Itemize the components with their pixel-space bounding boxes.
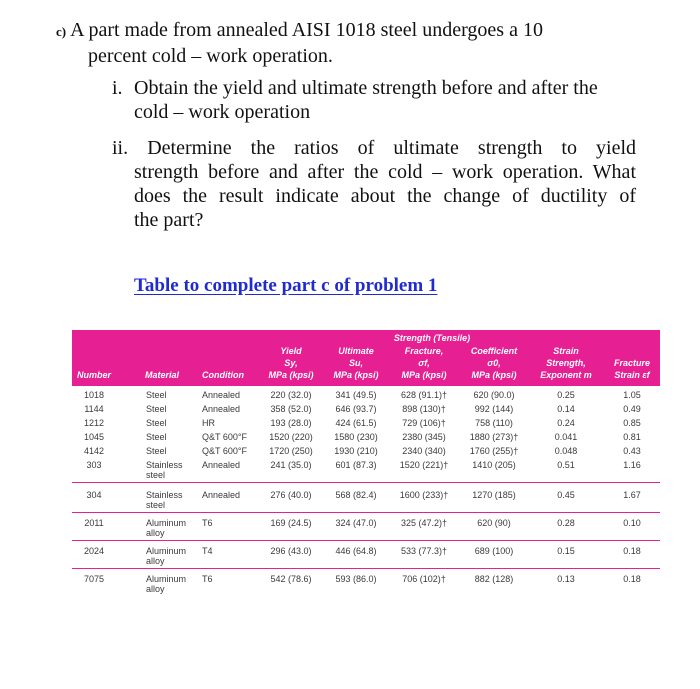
cell-fracture: 729 (106)† [402, 418, 446, 428]
cell-fracture-strain: 0.49 [623, 404, 641, 414]
header-group-strength: Strength (Tensile) [393, 333, 471, 343]
cell-yield: 241 (35.0) [270, 460, 312, 470]
cell-yield: 1520 (220) [269, 432, 313, 442]
part-i-line-1: Obtain the yield and ultimate strength before and after the [134, 77, 598, 99]
cell-coefficient: 620 (90) [477, 518, 511, 528]
cell-coefficient: 1410 (205) [472, 460, 516, 470]
cell-material: Stainless steel [146, 490, 183, 510]
cell-fracture-strain: 0.81 [623, 432, 641, 442]
cell-coefficient: 992 (144) [474, 404, 514, 414]
cell-yield: 169 (24.5) [270, 518, 312, 528]
part-ii-number: ii. [112, 137, 129, 159]
cell-material: Steel [146, 390, 167, 400]
cell-material: Steel [146, 418, 167, 428]
cell-number: 7075 [83, 574, 105, 584]
question-line-1: A part made from annealed AISI 1018 steel undergoes a 10 [70, 19, 543, 41]
cell-fracture: 533 (77.3)† [400, 546, 448, 556]
cell-condition: T4 [202, 546, 213, 556]
header-yield-2: Sy, [284, 358, 298, 368]
cell-condition: Q&T 600°F [202, 432, 247, 442]
cell-fracture: 1520 (221)† [399, 460, 449, 470]
cell-number: 1212 [83, 418, 105, 428]
row-divider [72, 512, 660, 513]
question-marker: c) [56, 24, 67, 39]
cell-yield: 358 (52.0) [270, 404, 312, 414]
cell-exponent: 0.51 [557, 460, 575, 470]
cell-fracture-strain: 0.85 [623, 418, 641, 428]
cell-condition: Q&T 600°F [202, 446, 247, 456]
header-strain-3: Exponent m [540, 370, 592, 380]
header-fracture-1: Fracture, [404, 346, 444, 356]
cell-coefficient: 758 (110) [475, 418, 513, 428]
cell-ultimate: 424 (61.5) [335, 418, 377, 428]
part-ii-line-1 [112, 136, 636, 160]
cell-exponent: 0.15 [557, 546, 575, 556]
cell-material: Aluminum alloy [146, 546, 187, 566]
cell-condition: Annealed [202, 490, 241, 500]
table-header [72, 330, 660, 386]
cell-number: 2011 [84, 518, 104, 528]
header-strain-1: Strain [553, 346, 579, 356]
part-ii-line-3: does the result indicate about the change of ductility of [134, 185, 636, 207]
cell-exponent: 0.14 [557, 404, 575, 414]
cell-exponent: 0.048 [554, 446, 578, 456]
cell-condition: T6 [202, 518, 213, 528]
header-fracture-2: σf, [418, 358, 430, 368]
material-properties-table [72, 330, 660, 596]
header-condition: Condition [202, 370, 244, 380]
cell-exponent: 0.041 [554, 432, 578, 442]
part-ii-line-4: the part? [134, 209, 204, 231]
cell-fracture-strain: 1.16 [623, 460, 641, 470]
cell-ultimate: 446 (64.8) [335, 546, 377, 556]
cell-condition: Annealed [202, 404, 241, 414]
cell-condition: HR [202, 418, 215, 428]
cell-exponent: 0.28 [557, 518, 575, 528]
cell-ultimate: 1580 (230) [334, 432, 378, 442]
header-yield-1: Yield [280, 346, 302, 356]
cell-fracture: 898 (130)† [402, 404, 446, 414]
cell-yield: 296 (43.0) [270, 546, 312, 556]
cell-coefficient: 1880 (273)† [469, 432, 519, 442]
cell-fracture-strain: 0.10 [623, 518, 641, 528]
cell-ultimate: 593 (86.0) [335, 574, 377, 584]
cell-material: Steel [146, 404, 167, 414]
cell-fracture: 2340 (340) [402, 446, 446, 456]
row-divider [72, 568, 660, 569]
header-fracture-strain-1: Fracture [613, 358, 650, 368]
cell-exponent: 0.24 [557, 418, 575, 428]
header-coefficient-2: σ0, [487, 358, 501, 368]
cell-fracture: 1600 (233)† [399, 490, 449, 500]
cell-exponent: 0.13 [557, 574, 575, 584]
header-strain-2: Strength, [546, 358, 586, 368]
cell-number: 303 [86, 460, 102, 470]
cell-coefficient: 1760 (255)† [469, 446, 519, 456]
part-i-number: i. [112, 77, 123, 99]
cell-yield: 276 (40.0) [270, 490, 312, 500]
cell-number: 304 [86, 490, 102, 500]
question-line-2: percent cold – work operation. [88, 45, 333, 67]
part-i-line-2: cold – work operation [134, 101, 311, 123]
question-c [56, 18, 656, 68]
cell-number: 1144 [84, 404, 104, 414]
cell-ultimate: 1930 (210) [334, 446, 378, 456]
header-ultimate-1: Ultimate [338, 346, 374, 356]
cell-ultimate: 568 (82.4) [335, 490, 377, 500]
cell-number: 4142 [83, 446, 105, 456]
cell-coefficient: 689 (100) [474, 546, 514, 556]
row-divider [72, 540, 660, 541]
cell-ultimate: 601 (87.3) [335, 460, 377, 470]
cell-coefficient: 620 (90.0) [473, 390, 515, 400]
row-divider [72, 482, 660, 483]
cell-number: 2024 [83, 546, 105, 556]
cell-condition: Annealed [202, 390, 241, 400]
cell-material: Aluminum alloy [146, 574, 187, 594]
header-coefficient-1: Coefficient [470, 346, 518, 356]
question-part-ii [112, 136, 636, 232]
cell-fracture-strain: 1.67 [623, 490, 641, 500]
cell-material: Aluminum alloy [146, 518, 187, 538]
cell-fracture: 2380 (345) [402, 432, 446, 442]
header-ultimate-2: Su, [348, 358, 363, 368]
cell-fracture: 706 (102)† [402, 574, 446, 584]
cell-coefficient: 1270 (185) [472, 490, 516, 500]
header-coefficient-3: MPa (kpsi) [471, 370, 517, 380]
question-part-i [112, 76, 652, 124]
cell-exponent: 0.45 [557, 490, 575, 500]
cell-material: Steel [146, 432, 167, 442]
cell-exponent: 0.25 [557, 390, 575, 400]
header-fracture-3: MPa (kpsi) [401, 370, 447, 380]
cell-fracture: 628 (91.1)† [400, 390, 448, 400]
header-material: Material [144, 370, 179, 380]
part-ii-line-2: strength before and after the cold – work operation. What [134, 161, 636, 183]
cell-fracture-strain: 0.43 [623, 446, 641, 456]
cell-yield: 220 (32.0) [270, 390, 312, 400]
header-ultimate-3: MPa (kpsi) [333, 370, 379, 380]
cell-fracture: 325 (47.2)† [400, 518, 448, 528]
cell-yield: 193 (28.0) [270, 418, 312, 428]
cell-yield: 542 (78.6) [270, 574, 312, 584]
cell-fracture-strain: 0.18 [623, 574, 641, 584]
table-title: Table to complete part c of problem 1 [134, 275, 438, 296]
cell-material: Steel [146, 446, 167, 456]
cell-material: Stainless steel [146, 460, 183, 480]
header-fracture-strain-2: Strain εf [614, 370, 650, 380]
cell-coefficient: 882 (128) [474, 574, 514, 584]
cell-number: 1018 [83, 390, 105, 400]
cell-ultimate: 324 (47.0) [335, 518, 377, 528]
cell-number: 1045 [83, 432, 105, 442]
cell-condition: T6 [202, 574, 213, 584]
part-ii-line-1-text: Determine the ratios of ultimate strength to yield [147, 137, 637, 159]
cell-fracture-strain: 0.18 [623, 546, 641, 556]
cell-ultimate: 646 (93.7) [335, 404, 377, 414]
cell-yield: 1720 (250) [269, 446, 313, 456]
cell-fracture-strain: 1.05 [623, 390, 641, 400]
cell-ultimate: 341 (49.5) [335, 390, 377, 400]
cell-condition: Annealed [202, 460, 241, 470]
header-number: Number [76, 370, 111, 380]
header-yield-3: MPa (kpsi) [268, 370, 314, 380]
